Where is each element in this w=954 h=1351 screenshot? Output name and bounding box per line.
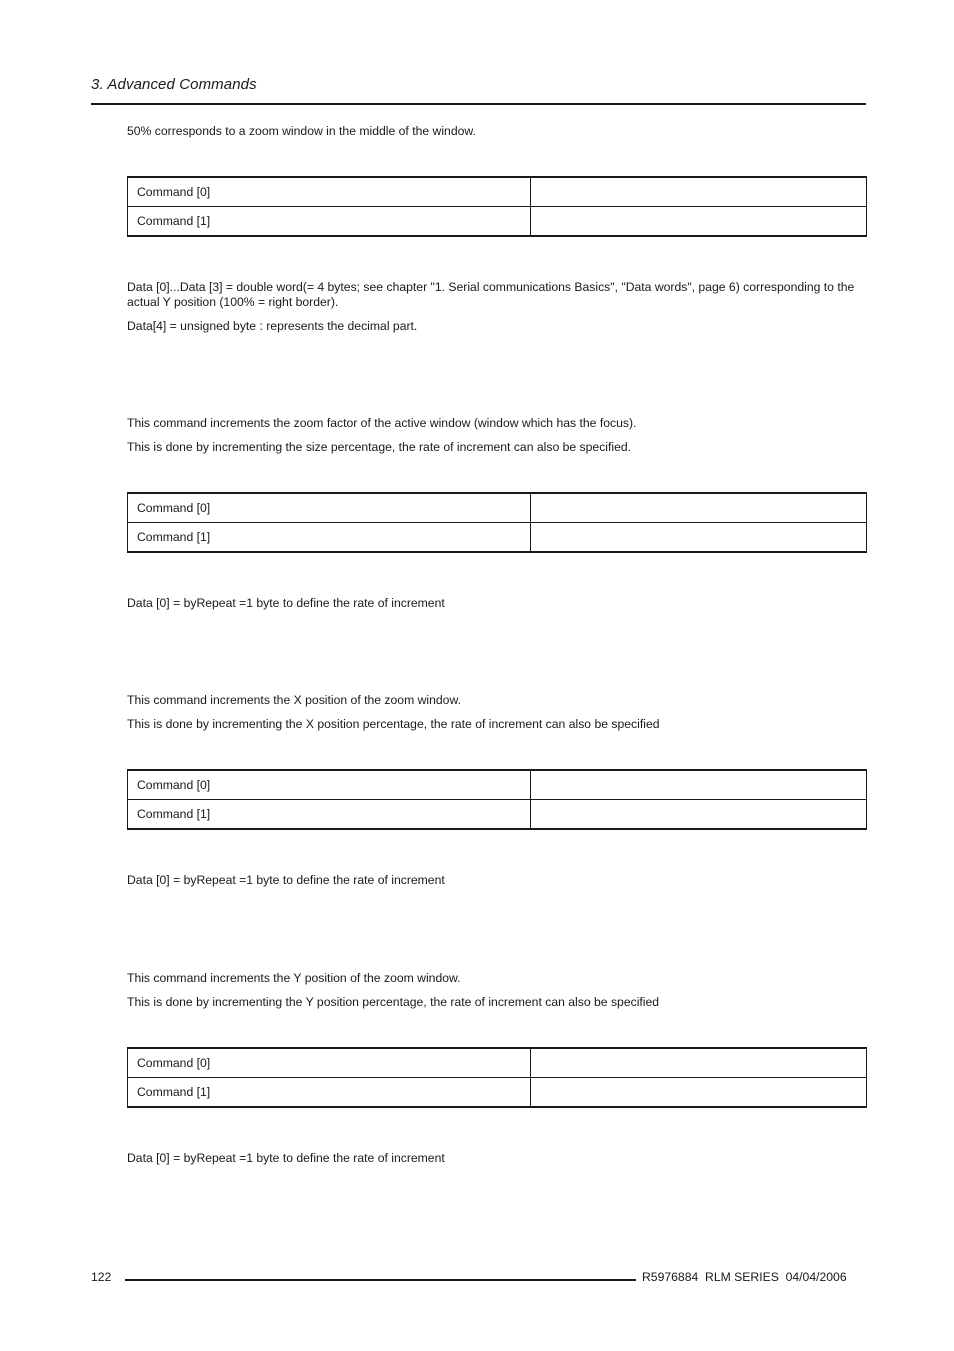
page-number: 122: [91, 1270, 112, 1284]
section-intro: This command increments the Y position of the zoom window.: [127, 971, 461, 985]
table-row: [128, 770, 867, 800]
footer-divider: [125, 1279, 636, 1281]
page-header-title: 3. Advanced Commands: [91, 76, 257, 93]
command-value: [531, 523, 867, 553]
section-intro: 50% corresponds to a zoom window in the middle of the window.: [127, 124, 476, 138]
command-table: [127, 769, 867, 830]
command-value: [531, 207, 867, 237]
command-table: [127, 176, 867, 237]
command-label: Command [1]: [128, 1078, 531, 1108]
table-row: [128, 207, 867, 237]
command-value: [531, 177, 867, 207]
section-intro: This command increments the zoom factor of the active window (window which has the focus).: [127, 416, 637, 430]
command-value: [531, 1048, 867, 1078]
command-value: [531, 800, 867, 830]
table-row: [128, 177, 867, 207]
command-value: [531, 1078, 867, 1108]
command-value: [531, 770, 867, 800]
command-label: Command [0]: [128, 770, 531, 800]
table-row: [128, 493, 867, 523]
command-label: Command [0]: [128, 177, 531, 207]
command-label: Command [0]: [128, 1048, 531, 1078]
command-label: Command [1]: [128, 523, 531, 553]
data-description: Data [0] = byRepeat =1 byte to define the rate of increment: [127, 873, 445, 887]
section-intro-detail: This is done by incrementing the X position percentage, the rate of increment can also be specified: [127, 717, 660, 731]
document-reference: R5976884 RLM SERIES 04/04/2006: [642, 1270, 847, 1284]
data-description: Data [0]...Data [3] = double word(= 4 bytes; see chapter "1. Serial communications Basics", "Data words", page 6) corresponding to the actual Y position (100% = right border).: [127, 280, 855, 309]
command-label: Command [1]: [128, 207, 531, 237]
table-row: [128, 523, 867, 553]
command-table: [127, 1047, 867, 1108]
data-description: Data[4] = unsigned byte : represents the decimal part.: [127, 319, 418, 333]
section-intro-detail: This is done by incrementing the size percentage, the rate of increment can also be specified.: [127, 440, 632, 454]
command-value: [531, 493, 867, 523]
command-table: [127, 492, 867, 553]
section-intro: This command increments the X position of the zoom window.: [127, 693, 461, 707]
command-label: Command [0]: [128, 493, 531, 523]
data-description: Data [0] = byRepeat =1 byte to define the rate of increment: [127, 596, 445, 610]
header-divider: [91, 103, 866, 105]
command-label: Command [1]: [128, 800, 531, 830]
section-intro-detail: This is done by incrementing the Y position percentage, the rate of increment can also be specified: [127, 995, 660, 1009]
table-row: [128, 1048, 867, 1078]
data-description: Data [0] = byRepeat =1 byte to define the rate of increment: [127, 1151, 445, 1165]
table-row: [128, 800, 867, 830]
table-row: [128, 1078, 867, 1108]
